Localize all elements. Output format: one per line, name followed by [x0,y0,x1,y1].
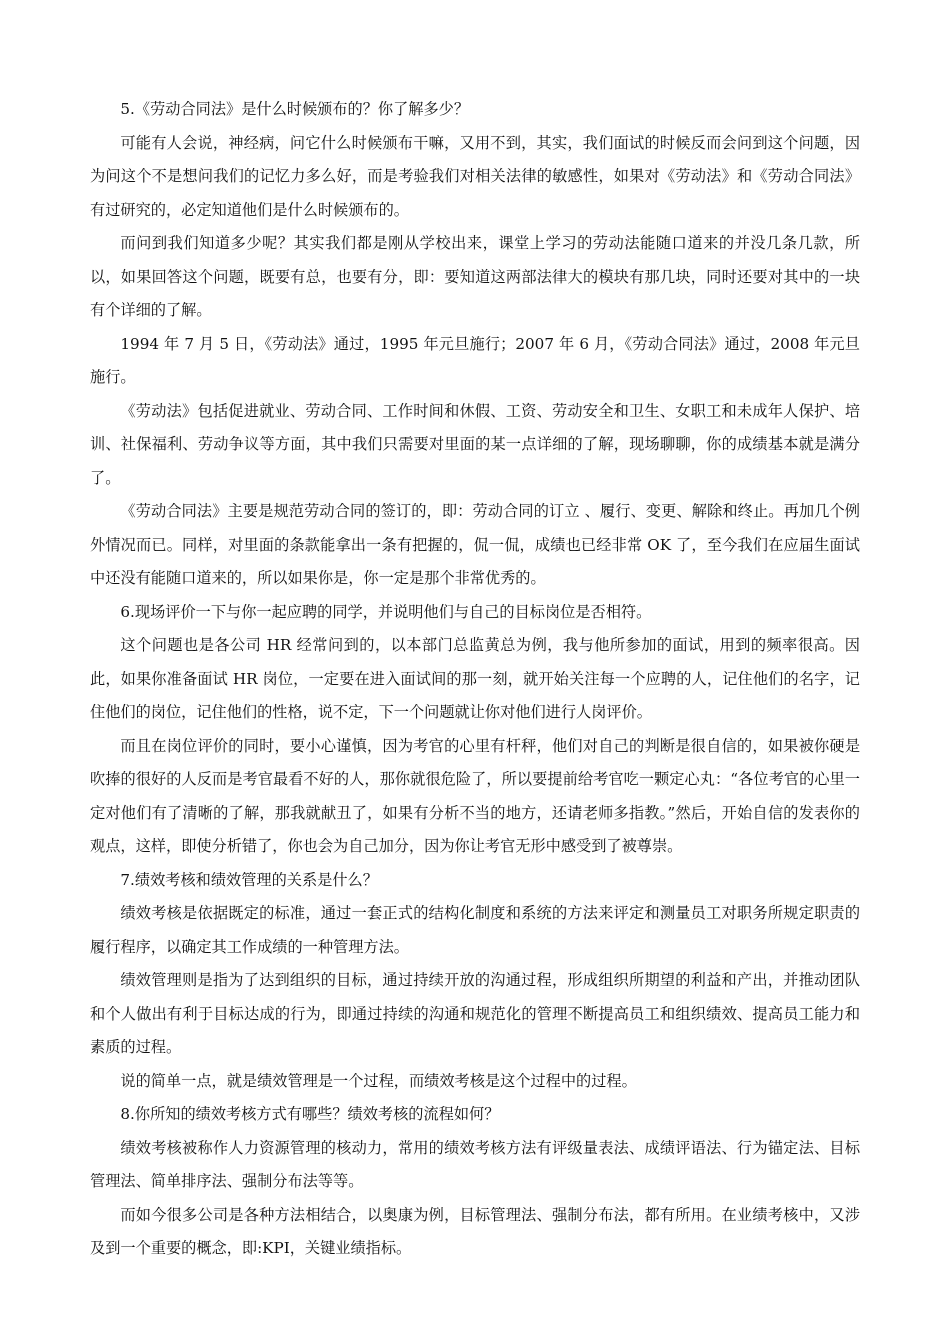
paragraph: 1994 年 7 月 5 日，《劳动法》通过，1995 年元旦施行；2007 年 6 月，《劳动合同法》通过，2008 年元旦施行。 [90,334,860,386]
document-body [90,93,860,1266]
heading-question-8: 8.你所知的绩效考核方式有哪些？绩效考核的流程如何？ [120,1105,500,1123]
paragraph: 绩效管理则是指为了达到组织的目标，通过持续开放的沟通过程，形成组织所期望的利益和产出，并推动团队和个人做出有利于目标达成的行为，即通过持续的沟通和规范化的管理不断提高员工和组织绩效、提高员工能力和素质的过程。 [90,971,860,1056]
paragraph: 绩效考核被称作人力资源管理的核动力，常用的绩效考核方法有评级量表法、成绩评语法、行为锚定法、目标管理法、简单排序法、强制分布法等等。 [90,1138,860,1190]
heading-question-7: 7.绩效考核和绩效管理的关系是什么？ [120,870,378,889]
paragraph: 这个问题也是各公司 HR 经常问到的，以本部门总监黄总为例，我与他所参加的面试，用到的频率很高。因此，如果你准备面试 HR 岗位，一定要在进入面试间的那一刻，就开始关注每一个应聘的人，记住他们的名字，记住他们的岗位，记住他们的性格，说不定，下一个问题就让你对他们进行人岗评价。 [90,636,860,721]
paragraph: 而且在岗位评价的同时，要小心谨慎，因为考官的心里有杆秤，他们对自己的判断是很自信的，如果被你硬是吹捧的很好的人反而是考官最看不好的人，那你就很危险了，所以要提前给考官吃一颗定心丸：“各位考官的心里一定对他们有了清晰的了解，那我就献丑了，如果有分析不当的地方，还请老师多指教。”然后，开始自信的发表你的观点，这样，即使分析错了，你也会为自己加分，因为你让考官无形中感受到了被尊崇。 [90,736,860,855]
paragraph: 说的简单一点，就是绩效管理是一个过程，而绩效考核是这个过程中的过程。 [120,1071,637,1090]
heading-question-6: 6.现场评价一下与你一起应聘的同学，并说明他们与自己的目标岗位是否相符。 [120,602,652,621]
paragraph: 而如今很多公司是各种方法相结合，以奥康为例，目标管理法、强制分布法，都有所用。在业绩考核中，又涉及到一个重要的概念，即:KPI，关键业绩指标。 [90,1205,860,1257]
paragraph: 而问到我们知道多少呢？其实我们都是刚从学校出来，课堂上学习的劳动法能随口道来的并没几条几款，所以，如果回答这个问题，既要有总，也要有分，即：要知道这两部法律大的模块有那几块，同时还要对其中的一块有个详细的了解。 [90,234,860,319]
paragraph: 《劳动法》包括促进就业、劳动合同、工作时间和休假、工资、劳动安全和卫生、女职工和未成年人保护、培训、社保福利、劳动争议等方面，其中我们只需要对里面的某一点详细的了解，现场聊聊，你的成绩基本就是满分了。 [90,401,860,487]
paragraph: 绩效考核是依据既定的标准，通过一套正式的结构化制度和系统的方法来评定和测量员工对职务所规定职责的履行程序，以确定其工作成绩的一种管理方法。 [90,904,860,956]
paragraph: 可能有人会说，神经病，问它什么时候颁布干嘛，又用不到，其实，我们面试的时候反而会问到这个问题，因为问这个不是想问我们的记忆力多么好，而是考验我们对相关法律的敏感性，如果对《劳动法》和《劳动合同法》有过研究的，必定知道他们是什么时候颁布的。 [90,133,860,219]
paragraph: 《劳动合同法》主要是规范劳动合同的签订的，即：劳动合同的订立 、履行、变更、解除和终止。再加几个例外情况而已。同样，对里面的条款能拿出一条有把握的，侃一侃，成绩也已经非常 OK 了，至今我们在应届生面试中还没有能随口道来的，所以如果你是，你一定是那个非常优秀的。 [90,502,860,587]
heading-question-5: 5.《劳动合同法》是什么时候颁布的？你了解多少？ [120,100,470,118]
